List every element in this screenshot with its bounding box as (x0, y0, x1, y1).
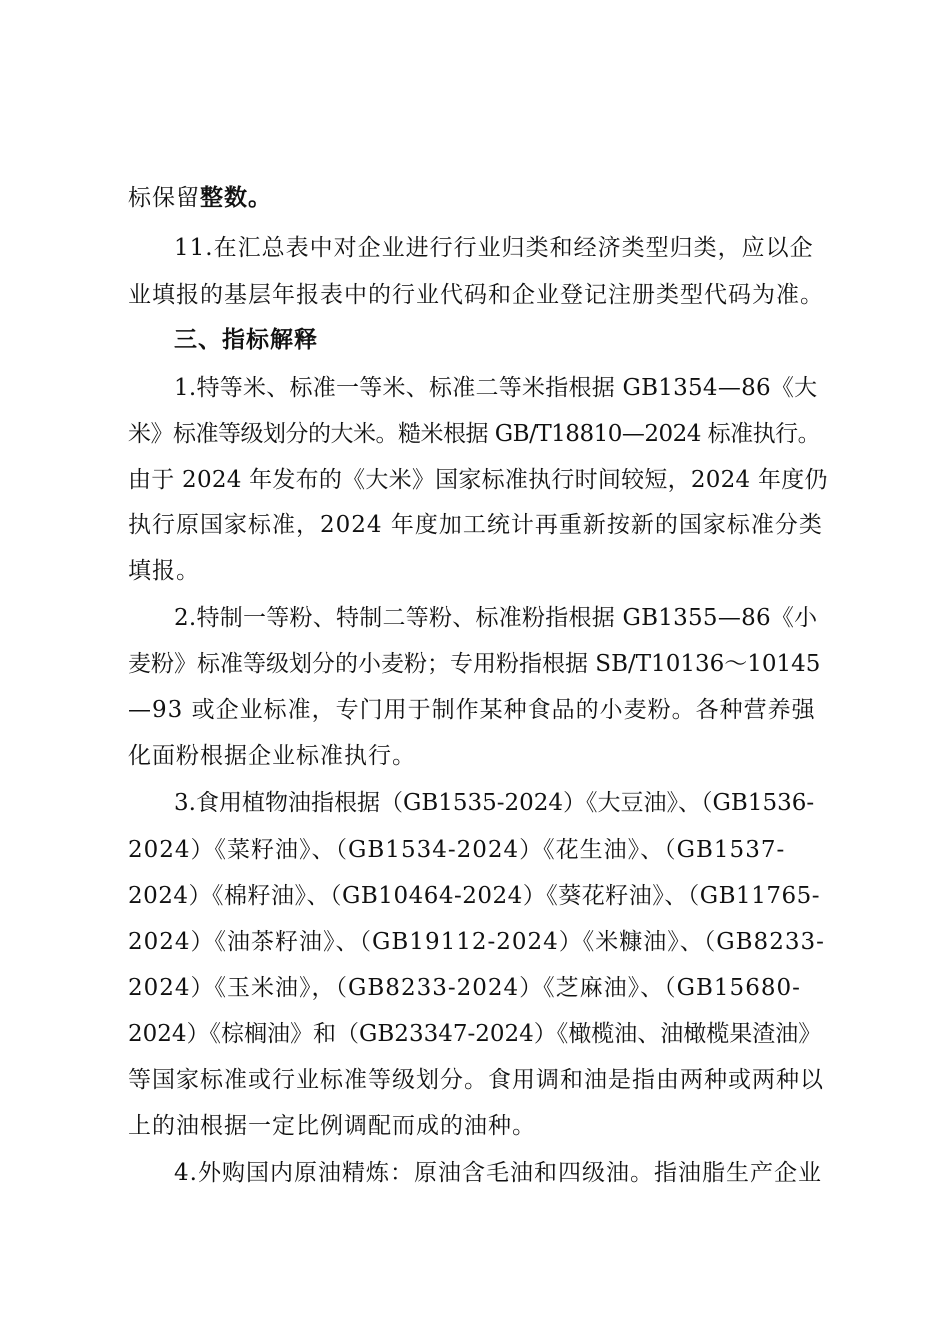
section-heading (174, 325, 874, 355)
paragraph-line-18 (128, 973, 828, 1003)
paragraph-line-7 (128, 465, 828, 495)
paragraph-line-19 (128, 1019, 828, 1049)
text-fragment: 标保留 (128, 185, 200, 211)
text-fragment: 4.外购国内原油精炼：原油含毛油和四级油。指油脂生产企业 (174, 1160, 822, 1186)
paragraph-line-10 (174, 603, 822, 633)
text-fragment: 2024）《棕榈油》和（GB23347-2024）《橄榄油、油橄榄果渣油》 (128, 1021, 822, 1047)
paragraph-line-11 (128, 649, 828, 679)
text-fragment: 2024）《棉籽油》、（GB10464-2024）《葵花籽油》、（GB11765- (128, 883, 820, 909)
text-fragment: 2024）《菜籽油》、（GB1534-2024）《花生油》、（GB1537- (128, 837, 786, 863)
text-fragment: 麦粉》标准等级划分的小麦粉；专用粉指根据 SB/T10136～10145 (128, 651, 821, 677)
paragraph-line-16 (128, 881, 828, 911)
paragraph-line-6 (128, 419, 828, 449)
text-fragment: 11.在汇总表中对企业进行行业归类和经济类型归类，应以企 (174, 235, 814, 261)
text-fragment: 米》标准等级划分的大米。糙米根据 GB/T18810—2024 标准执行。 (128, 421, 821, 447)
paragraph-line-12 (128, 695, 828, 725)
text-fragment: 1.特等米、标准一等米、标准二等米指根据 GB1354—86《大 (174, 375, 818, 401)
text-fragment: 上的油根据一定比例调配而成的油种。 (128, 1113, 536, 1139)
paragraph-line-21 (128, 1111, 828, 1141)
paragraph-line-5 (174, 373, 822, 403)
text-fragment: 业填报的基层年报表中的行业代码和企业登记注册类型代码为准。 (128, 282, 824, 308)
paragraph-line-22 (174, 1158, 822, 1188)
paragraph-line-20 (128, 1065, 828, 1095)
text-fragment: 填报。 (128, 558, 200, 584)
paragraph-line-13 (128, 741, 828, 771)
text-fragment: 2024）《油茶籽油》、（GB19112-2024）《米糠油》、（GB8233- (128, 929, 825, 955)
paragraph-line-14 (174, 788, 822, 818)
paragraph-line-2 (174, 233, 822, 263)
paragraph-line-9 (128, 556, 828, 586)
paragraph-line-17 (128, 927, 828, 957)
bold-text-fragment: 整数。 (200, 184, 272, 211)
text-fragment: 执行原国家标准，2024 年度加工统计再重新按新的国家标准分类 (128, 512, 823, 538)
paragraph-line-1 (128, 183, 828, 213)
heading-text: 三、指标解释 (174, 327, 318, 353)
text-fragment: 2024）《玉米油》，（GB8233-2024）《芝麻油》、（GB15680- (128, 975, 801, 1001)
text-fragment: 由于 2024 年发布的《大米》国家标准执行时间较短，2024 年度仍 (128, 467, 828, 493)
text-fragment: 2.特制一等粉、特制二等粉、标准粉指根据 GB1355—86《小 (174, 605, 818, 631)
paragraph-line-8 (128, 510, 828, 540)
paragraph-line-15 (128, 835, 828, 865)
text-fragment: —93 或企业标准，专门用于制作某种食品的小麦粉。各种营养强 (128, 697, 816, 723)
text-fragment: 化面粉根据企业标准执行。 (128, 743, 416, 769)
text-fragment: 等国家标准或行业标准等级划分。食用调和油是指由两种或两种以 (128, 1067, 824, 1093)
text-fragment: 3.食用植物油指根据（GB1535-2024）《大豆油》、（GB1536- (174, 790, 815, 816)
paragraph-line-3 (128, 280, 828, 310)
